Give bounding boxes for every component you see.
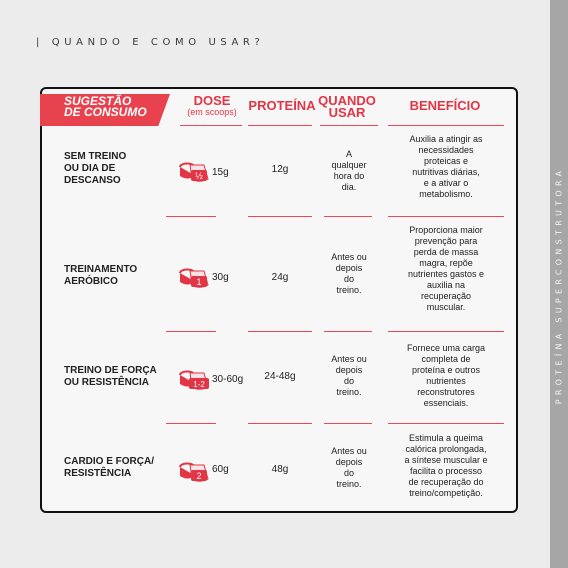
svg-text:½: ½ — [195, 171, 203, 181]
row-separator — [388, 331, 504, 332]
when-value: Antes ou depois do treino. — [331, 446, 367, 489]
when-value: Antes ou depois do treino. — [331, 252, 367, 295]
protein-value: 24-48g — [264, 371, 296, 382]
row-separator — [388, 423, 504, 424]
row-label: TREINO DE FORÇA OU RESISTÊNCIA — [64, 365, 157, 388]
row-separator — [166, 216, 216, 217]
benefit-value: Auxilia a atingir as necessidades proteicas e nutritivas diárias, e a ativar o metabolismo. — [409, 134, 483, 199]
row-separator — [388, 216, 504, 217]
dose-value: 15g — [212, 167, 229, 178]
scoop-icon — [178, 161, 212, 183]
row-label: TREINAMENTO AERÓBICO — [64, 264, 138, 287]
dose-value: 30g — [212, 272, 229, 283]
svg-text:1-2: 1-2 — [193, 380, 205, 389]
benefit-value: Fornece uma carga completa de proteína e outros nutrientes reconstrutores essenciais. — [406, 343, 486, 408]
scoop-icon — [178, 461, 212, 483]
row-label: CARDIO E FORÇA/ RESISTÊNCIA — [64, 456, 154, 479]
scoop-icon — [178, 267, 212, 289]
side-label: PROTEÍNA SUPERCONSTRUTORA — [554, 166, 564, 404]
header-dose: DOSE (em scoops) — [172, 95, 252, 118]
header-protein: PROTEÍNA — [248, 98, 316, 113]
header-underline — [180, 125, 242, 126]
header-benefit: BENEFÍCIO — [409, 98, 481, 113]
row-separator — [324, 423, 372, 424]
header-underline — [248, 125, 312, 126]
protein-value: 12g — [271, 164, 289, 175]
svg-text:1: 1 — [196, 277, 202, 287]
when-value: Antes ou depois do treino. — [331, 354, 367, 397]
when-value: A qualquer hora do dia. — [331, 149, 367, 192]
row-separator — [166, 423, 216, 424]
header-underline — [320, 125, 378, 126]
dose-value: 30-60g — [212, 374, 244, 385]
protein-value: 48g — [271, 464, 289, 475]
usage-table — [40, 87, 518, 513]
scoop-icon — [178, 369, 212, 391]
row-separator — [248, 423, 312, 424]
badge-label: SUGESTÃO DE CONSUMO — [64, 94, 147, 119]
row-separator — [324, 216, 372, 217]
row-separator — [166, 331, 216, 332]
svg-text:2: 2 — [196, 471, 202, 481]
row-separator — [248, 216, 312, 217]
benefit-value: Estimula a queima calórica prolongada, a síntese muscular e facilita o processo de recuperação do treino/competição. — [404, 433, 488, 498]
header-when: QUANDO USAR — [318, 93, 376, 120]
row-separator — [248, 331, 312, 332]
dose-value: 60g — [212, 464, 229, 475]
protein-value: 24g — [271, 272, 289, 283]
row-separator — [324, 331, 372, 332]
header-underline — [388, 125, 504, 126]
header-dose-sub: (em scoops) — [187, 107, 237, 117]
benefit-value: Proporciona maior prevenção para perda de massa magra, repõe nutrientes gastos e auxilia na recuperação muscular. — [407, 225, 485, 312]
row-label: SEM TREINO OU DIA DE DESCANSO — [64, 151, 127, 186]
section-title: | QUANDO E COMO USAR? — [36, 37, 265, 48]
